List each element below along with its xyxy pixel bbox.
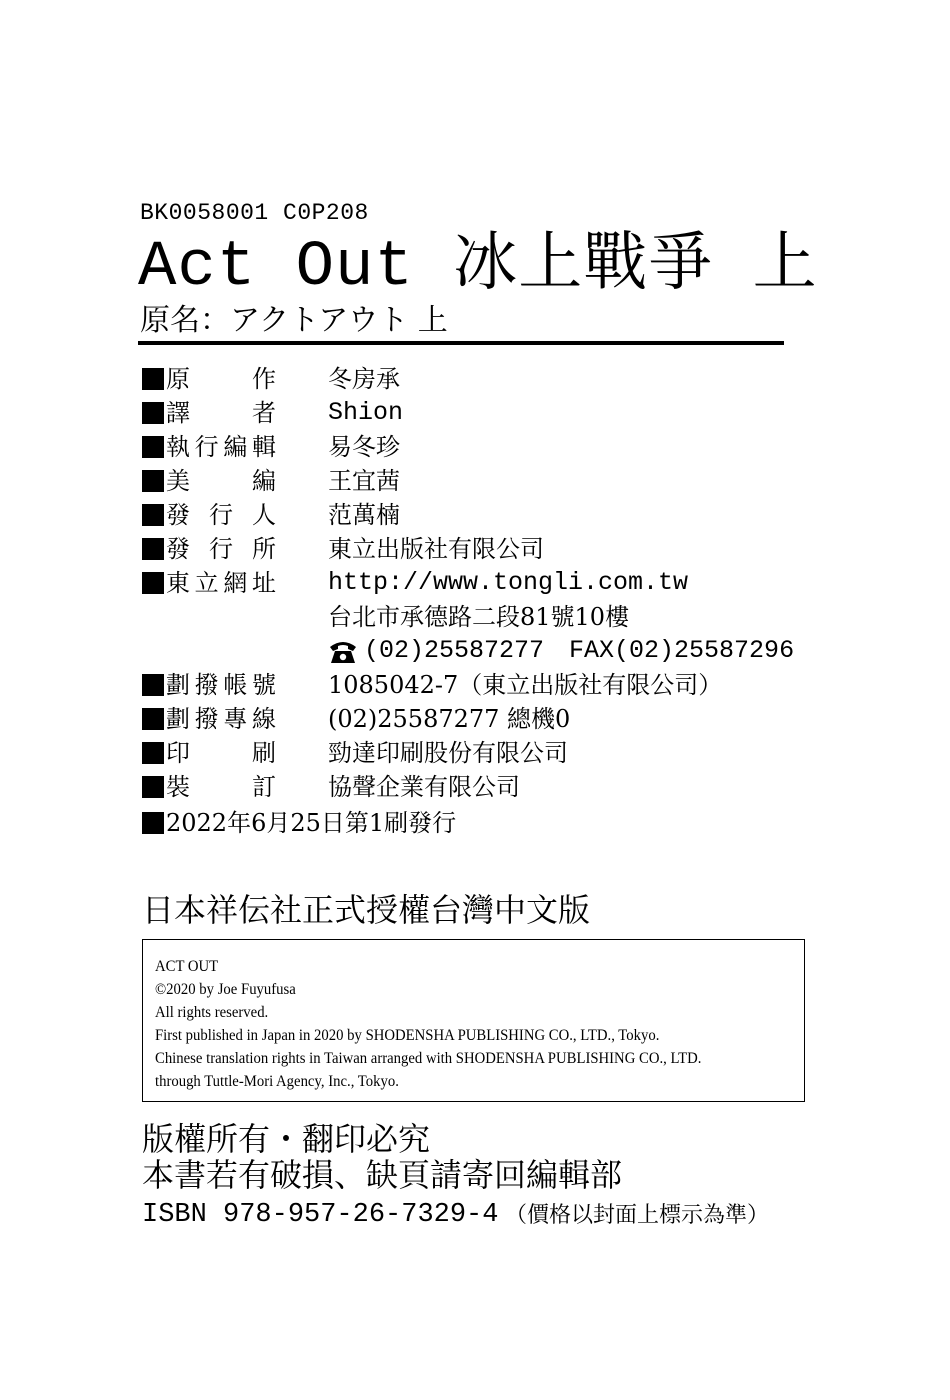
- bullet-square: [142, 436, 164, 458]
- credit-label: 執行編輯: [166, 433, 276, 461]
- credit-label: 裝訂: [166, 773, 276, 801]
- bullet-square: [142, 504, 164, 526]
- bullet-square: [142, 538, 164, 560]
- credit-row-translator: [142, 396, 404, 430]
- credit-value: 范萬楠: [328, 501, 400, 529]
- credit-value: Shion: [328, 398, 404, 427]
- bullet-square: [142, 674, 164, 696]
- bullet-square: [142, 812, 164, 834]
- publication-date-row: [142, 806, 456, 840]
- bullet-square: [142, 470, 164, 492]
- credit-value: (02)25587277 總機0: [328, 705, 571, 733]
- credit-row-binding: [142, 770, 520, 804]
- bullet-square: [142, 402, 164, 424]
- catalog-code: BK0058001 C0P208: [140, 200, 369, 226]
- copyright-line: All rights reserved.: [155, 1004, 269, 1021]
- bullet-square: [142, 776, 164, 798]
- credit-label: 東立網址: [166, 569, 276, 597]
- credit-row-postal-account: [142, 668, 723, 702]
- title-divider: [138, 341, 784, 345]
- credit-value: 東立出版社有限公司: [328, 535, 544, 563]
- book-title: Act Out 冰上戰爭 上: [138, 232, 818, 304]
- credit-row-printing: [142, 736, 568, 770]
- credit-value: 王宜茜: [328, 467, 400, 495]
- copyright-box: [142, 939, 805, 1102]
- phone-fax-numbers: (02)25587277 FAX(02)25587296: [364, 636, 795, 665]
- publication-date: 2022年6月25日第1刷發行: [166, 809, 457, 837]
- credit-row-art-editor: [142, 464, 400, 498]
- credit-row-postal-hotline: [142, 702, 571, 736]
- copyright-line: First published in Japan in 2020 by SHODENSHA PUBLISHING CO., LTD., Tokyo.: [155, 1027, 660, 1044]
- bullet-square: [142, 742, 164, 764]
- rights-reserved: 版權所有・翻印必究: [142, 1120, 431, 1158]
- copyright-line: Chinese translation rights in Taiwan arranged with SHODENSHA PUBLISHING CO., LTD.: [155, 1050, 702, 1067]
- credit-value: 易冬珍: [328, 433, 400, 461]
- address-text: 台北市承德路二段81號10樓: [328, 603, 630, 631]
- copyright-line: ACT OUT: [155, 958, 219, 975]
- credit-label: 劃撥專線: [166, 705, 276, 733]
- credit-row-editor: [142, 430, 400, 464]
- credit-value: 1085042-7（東立出版社有限公司）: [328, 671, 723, 699]
- credit-row-website: [142, 566, 689, 600]
- credit-label: 原作: [166, 365, 276, 393]
- bullet-square: [142, 572, 164, 594]
- website-link[interactable]: http://www.tongli.com.tw: [328, 568, 689, 597]
- credit-value: 勁達印刷股份有限公司: [328, 739, 568, 767]
- copyright-line: through Tuttle-Mori Agency, Inc., Tokyo.: [155, 1073, 399, 1090]
- credit-row-publisher: [142, 498, 400, 532]
- price-note: （價格以封面上標示為準）: [505, 1203, 770, 1228]
- copyright-line: ©2020 by Joe Fuyufusa: [155, 981, 296, 998]
- credit-label: 譯者: [166, 399, 276, 427]
- credit-label: 發行人: [166, 501, 276, 529]
- phone-line: [328, 634, 794, 668]
- credit-label: 美編: [166, 467, 276, 495]
- license-statement: 日本祥伝社正式授權台灣中文版: [142, 891, 591, 929]
- credit-label: 發行所: [166, 535, 276, 563]
- credit-label: 印刷: [166, 739, 276, 767]
- credit-value: 協聲企業有限公司: [328, 773, 520, 801]
- credit-row-publishing-house: [142, 532, 544, 566]
- isbn: ISBN 978-957-26-7329-4: [142, 1200, 499, 1230]
- bullet-square: [142, 708, 164, 730]
- telephone-icon: [328, 638, 358, 664]
- credit-row-author: [142, 362, 400, 396]
- bullet-square: [142, 368, 164, 390]
- damaged-notice: 本書若有破損、缺頁請寄回編輯部: [142, 1156, 623, 1194]
- credit-label: 劃撥帳號: [166, 671, 276, 699]
- credit-value: 冬房承: [328, 365, 400, 393]
- original-title: 原名：アクトアウト 上: [140, 303, 448, 338]
